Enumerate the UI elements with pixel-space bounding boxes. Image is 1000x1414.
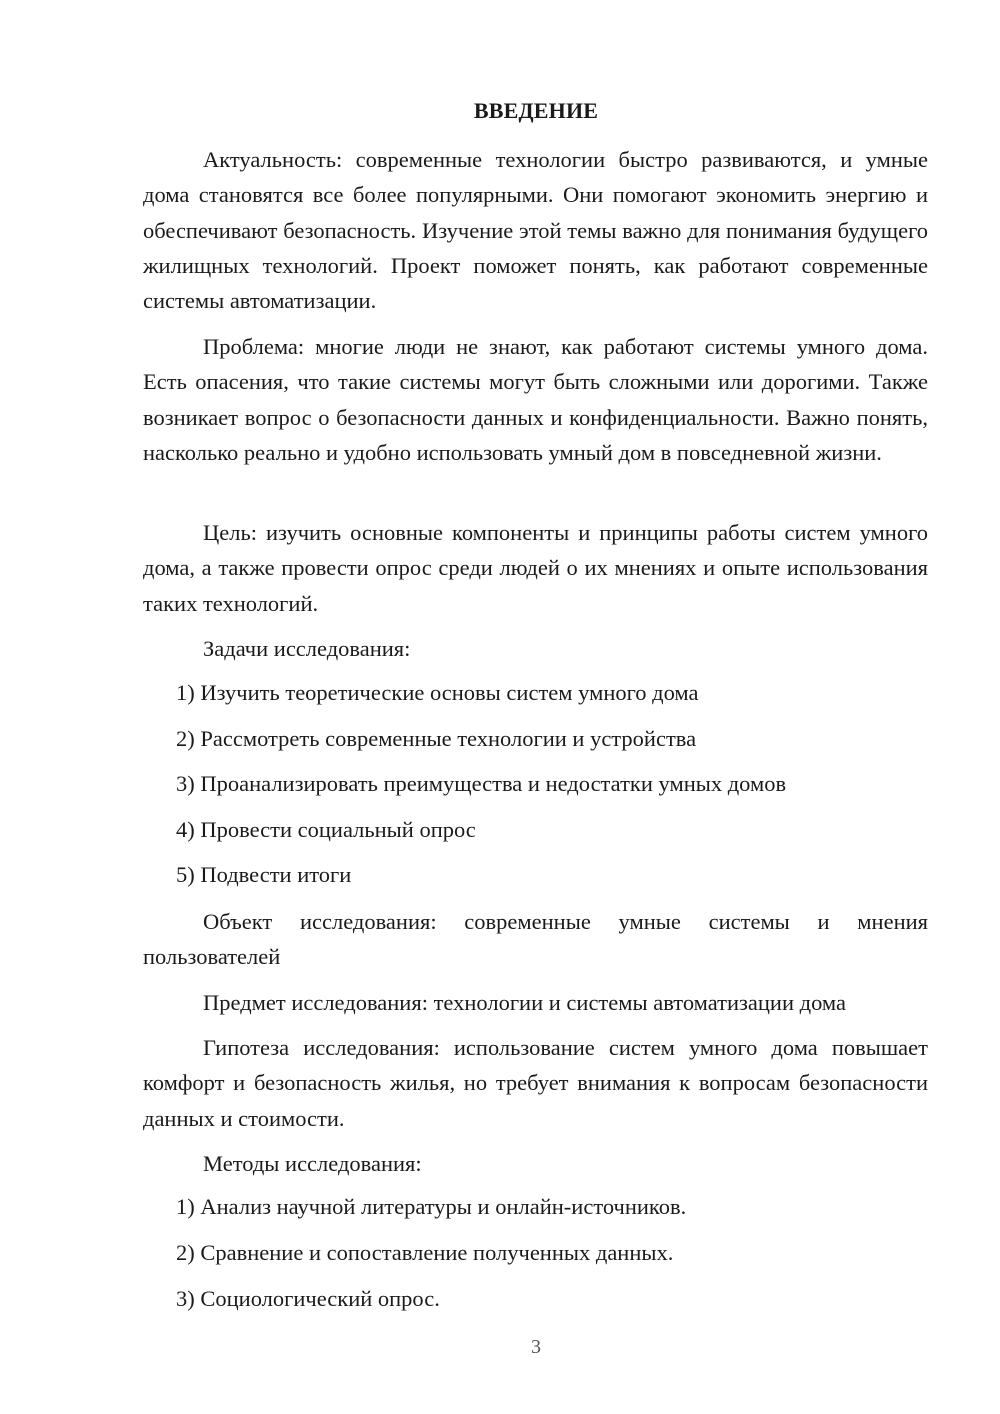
methods-heading: Методы исследования: — [203, 1151, 422, 1176]
list-item-task-3: 3) Проанализировать преимущества и недостатки умных домов — [176, 771, 787, 796]
hypothesis-paragraph: Гипотеза исследования: использование систем умного дома повышает комфорт и безопасность жилья, но требует внимания к вопросам безопасности данных и стоимости. — [143, 1035, 928, 1131]
list-item-task-4: 4) Провести социальный опрос — [176, 817, 476, 842]
list-item-method-2: 2) Сравнение и сопоставление полученных данных. — [176, 1240, 674, 1265]
relevance-paragraph: Актуальность: современные технологии быстро развиваются, и умные дома становятся все более популярными. Они помогают экономить энергию и обеспечивают безопасность. Изучение этой темы важно для понимания будущего жилищных технологий. Проект поможет понять, как работают современные системы автоматизации. — [143, 147, 928, 314]
list-item-method-1: 1) Анализ научной литературы и онлайн-источников. — [176, 1194, 687, 1219]
list-item-task-1: 1) Изучить теоретические основы систем умного дома — [176, 680, 699, 705]
tasks-heading: Задачи исследования: — [203, 636, 411, 661]
object-paragraph: Объект исследования: современные умные системы и мнения пользователей — [143, 909, 928, 970]
list-item-method-3: 3) Социологический опрос. — [176, 1286, 440, 1311]
section-heading: ВВЕДЕНИЕ — [473, 98, 599, 123]
subject-paragraph: Предмет исследования: технологии и системы автоматизации дома — [203, 990, 846, 1015]
page-number: 3 — [531, 1336, 541, 1358]
problem-paragraph: Проблема: многие люди не знают, как работают системы умного дома. Есть опасения, что такие системы могут быть сложными или дорогими. Также возникает вопрос о безопасности данных и конфиденциальности. Важно понять, насколько реально и удобно использовать умный дом в повседневной жизни. — [143, 334, 928, 465]
goal-paragraph: Цель: изучить основные компоненты и принципы работы систем умного дома, а также провести опрос среди людей о их мнениях и опыте использования таких технологий. — [143, 520, 928, 616]
list-item-task-2: 2) Рассмотреть современные технологии и устройства — [176, 726, 697, 751]
list-item-task-5: 5) Подвести итоги — [176, 862, 352, 887]
